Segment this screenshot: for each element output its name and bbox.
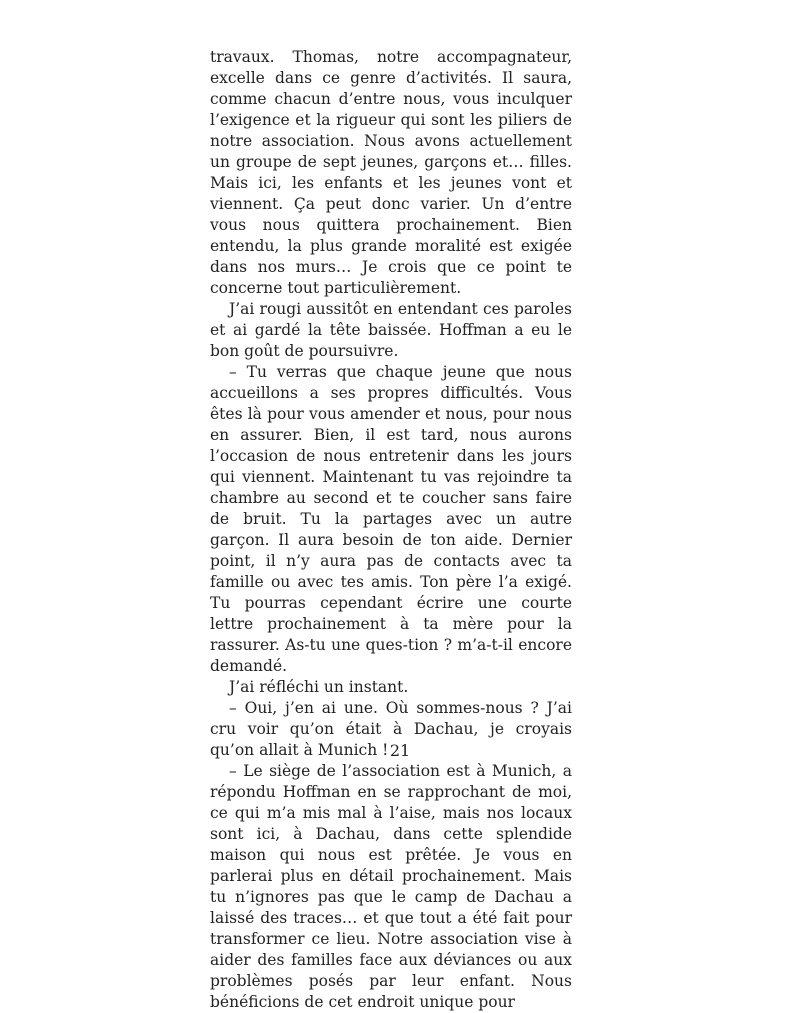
body-text: [210, 47, 572, 1013]
paragraph-6: – Le siège de l’association est à Munich, a répondu Hoffman en se rapprochant de moi, ce qui m’a mis mal à l’aise, mais nos locaux sont ici, à Dachau, dans cette splendide maison qui nous est prêtée. Je vous en parlerai plus en détail prochainement. Mais tu n’ignores pas que le camp de Dachau a laissé des traces… et que tout a été fait pour transformer ce lieu. Notre association vise à aider des familles face aux déviances ou aux problèmes posés par leur enfant. Nous bénéficions de cet endroit unique pour: [210, 762, 572, 1011]
paragraph-1: travaux. Thomas, notre accompagnateur, excelle dans ce genre d’activités. Il saura, comme chacun d’entre nous, vous inculquer l’exigence et la rigueur qui sont les piliers de notre association. Nous avons actuellement un groupe de sept jeunes, garçons et… filles. Mais ici, les enfants et les jeunes vont et viennent. Ça peut donc varier. Un d’entre vous nous quittera prochainement. Bien entendu, la plus grande moralité est exigée dans nos murs… Je crois que ce point te concerne tout particulièrement.: [210, 48, 572, 297]
paragraph-5: – Oui, j’en ai une. Où sommes-nous ? J’ai cru voir qu’on était à Dachau, je croyais qu’on allait à Munich !: [210, 699, 572, 759]
paragraph-2: J’ai rougi aussitôt en entendant ces paroles et ai gardé la tête baissée. Hoffman a eu le bon goût de poursuivre.: [210, 300, 572, 360]
paragraph-3: – Tu verras que chaque jeune que nous accueillons a ses propres difficultés. Vous êtes là pour vous amender et nous, pour nous en assurer. Bien, il est tard, nous aurons l’occasion de nous entretenir dans les jours qui viennent. Maintenant tu vas rejoindre ta chambre au second et te coucher sans faire de bruit. Tu la partages avec un autre garçon. Il aura besoin de ton aide. Dernier point, il n’y aura pas de contacts avec ta famille ou avec tes amis. Ton père l’a exigé. Tu pourras cependant écrire une courte lettre prochainement à ta mère pour la rassurer. As-tu une ques-tion ? m’a-t-il encore demandé.: [210, 363, 572, 675]
page-number: 21: [389, 741, 411, 760]
paragraph-4: J’ai réfléchi un instant.: [229, 678, 409, 696]
